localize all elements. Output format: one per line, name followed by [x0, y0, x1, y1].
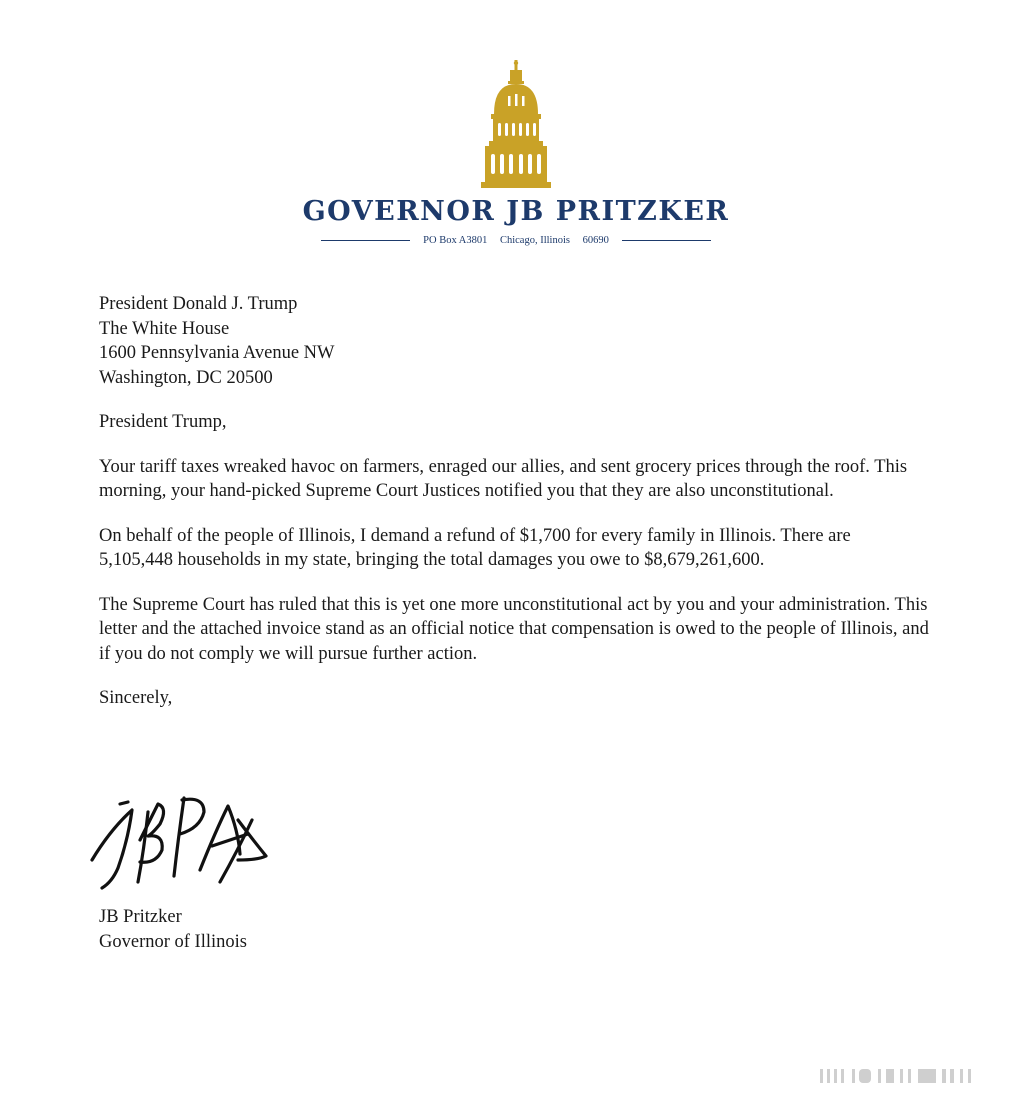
letter-body	[99, 292, 929, 711]
paragraph: On behalf of the people of Illinois, I demand a refund of $1,700 for every family in Illinois. There are 5,105,448 households in my state, bringing the total damages you owe to $8,679,261,600.	[99, 525, 851, 570]
recipient-street: 1600 Pennsylvania Avenue NW	[99, 343, 335, 363]
handwritten-signature	[88, 790, 278, 902]
recipient-block	[99, 292, 929, 390]
recipient-org: The White House	[99, 318, 230, 339]
recipient-city: Washington, DC 20500	[99, 367, 273, 388]
salutation: President Trump,	[99, 412, 227, 432]
address-rule-right	[622, 240, 711, 241]
letterhead-title: GOVERNOR JB PRITZKER	[302, 196, 730, 227]
letterhead	[0, 60, 1032, 249]
recipient-name: President Donald J. Trump	[99, 294, 298, 314]
address-rule-left	[321, 240, 410, 241]
po-box: PO Box A3801	[423, 234, 488, 246]
paragraph: The Supreme Court has ruled that this is yet one more unconstitutional act by you and your administration. This letter and the attached invoice stand as an official notice that compensation is owed to the people of Illinois, and if you do not comply we will pursue further action.	[99, 594, 929, 664]
zip: 60690	[582, 234, 609, 246]
signer-block	[99, 905, 247, 954]
capitol-dome-icon	[481, 60, 551, 188]
paragraph: Your tariff taxes wreaked havoc on farmers, enraged our allies, and sent grocery prices through the roof. This morning, your hand-picked Supreme Court Justices notified you that they are also unconstitutional.	[99, 456, 908, 501]
watermark-icon	[820, 1066, 1010, 1086]
letterhead-address	[321, 231, 711, 249]
signer-name: JB Pritzker	[99, 907, 182, 927]
closing: Sincerely,	[99, 688, 173, 708]
city: Chicago, Illinois	[499, 234, 570, 246]
signer-title: Governor of Illinois	[99, 931, 247, 952]
